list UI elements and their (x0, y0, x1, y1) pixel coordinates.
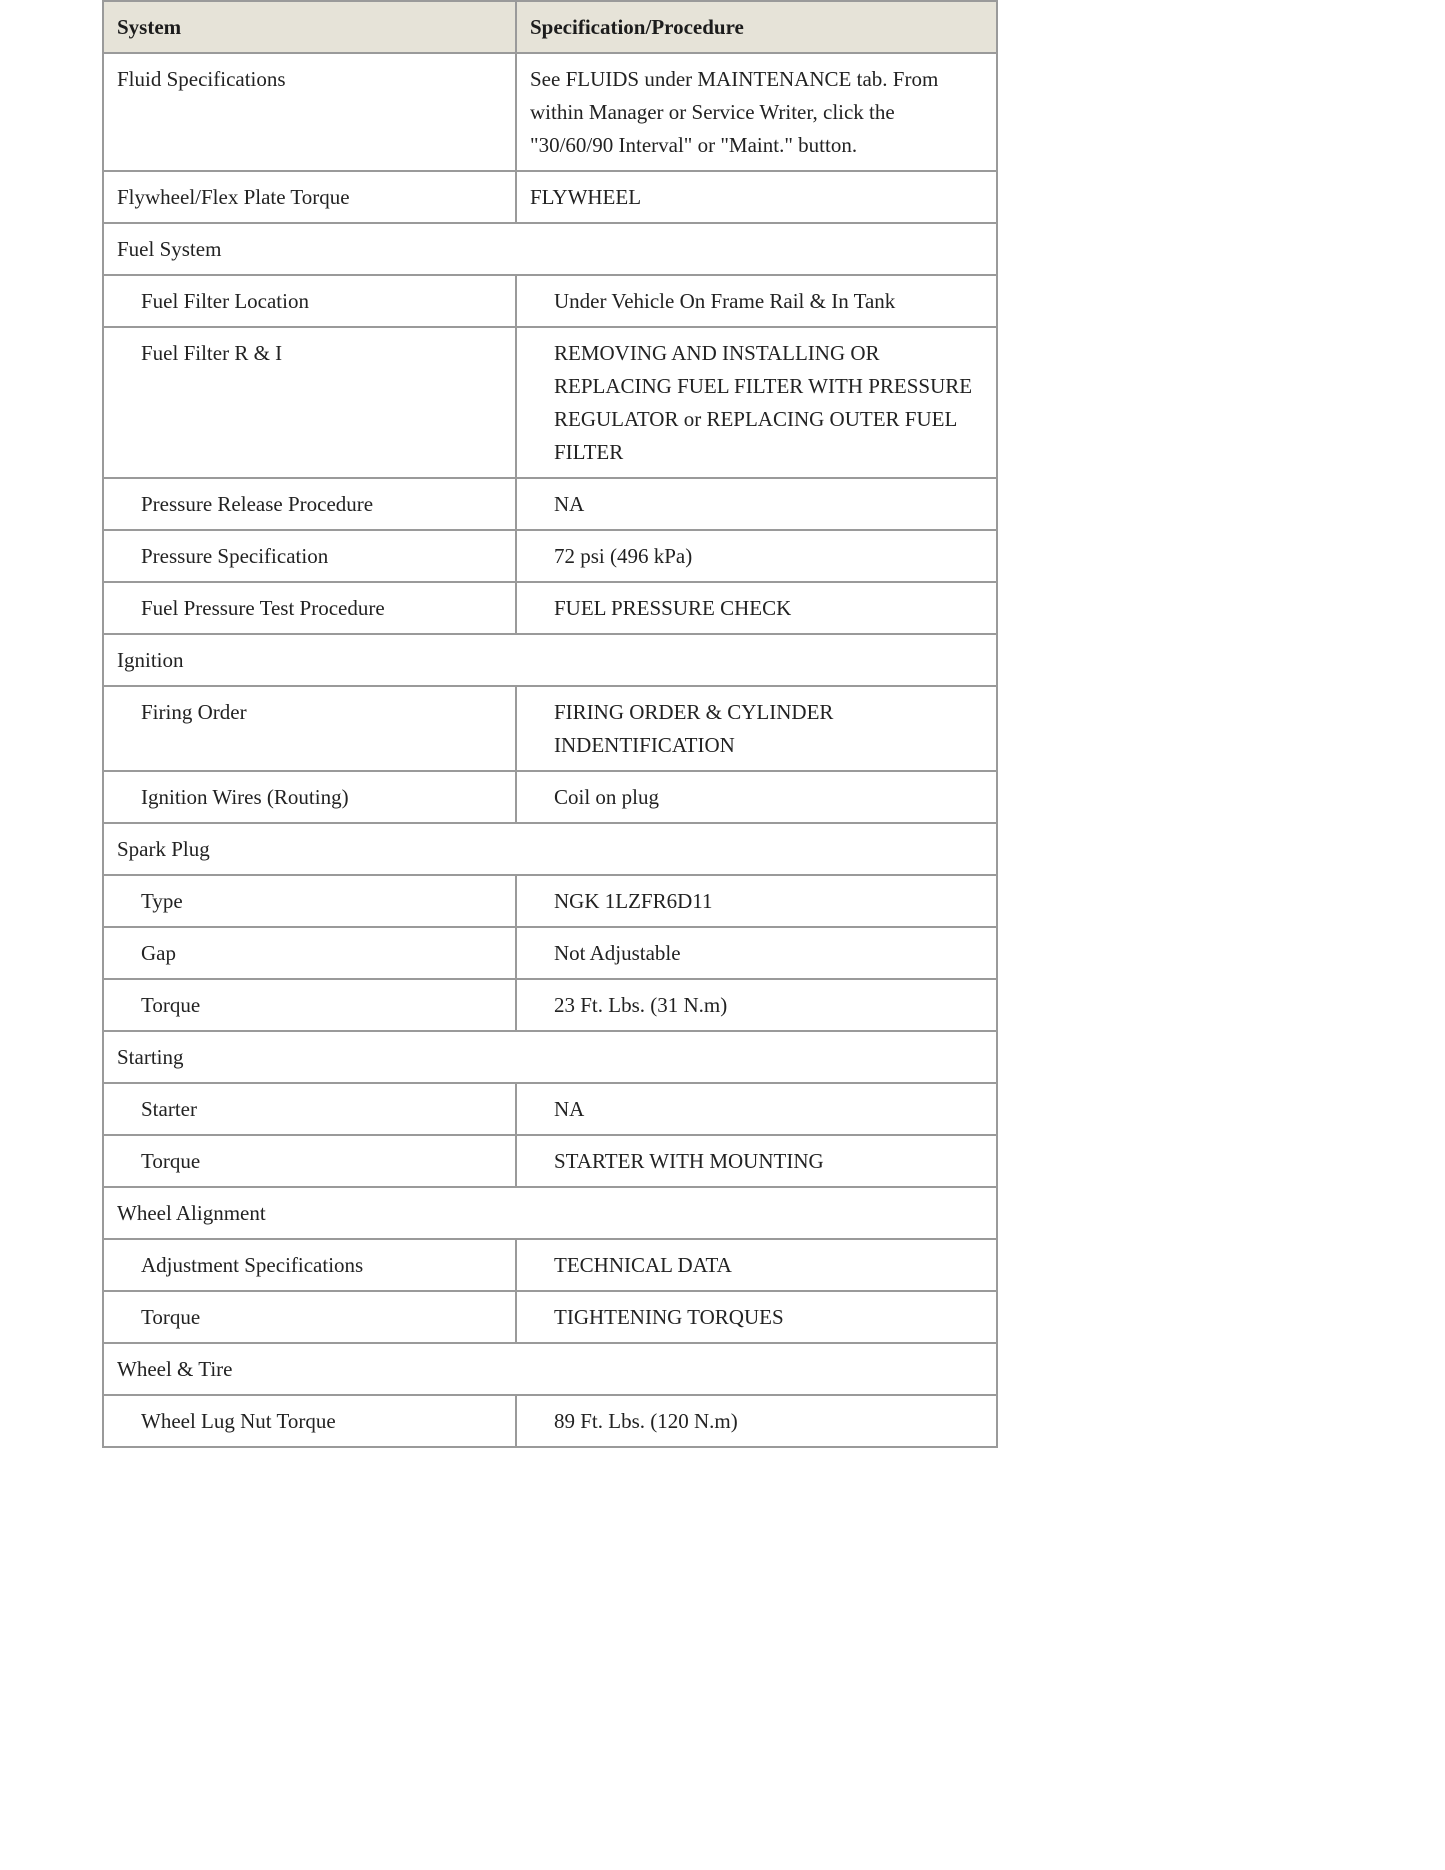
system-cell: Torque (103, 979, 516, 1031)
table-body (103, 53, 997, 1447)
table-row (103, 478, 997, 530)
header-system: System (103, 1, 516, 53)
system-cell: Fluid Specifications (103, 53, 516, 171)
table-row (103, 275, 997, 327)
specification-cell: FIRING ORDER & CYLINDER INDENTIFICATION (516, 686, 997, 771)
specification-cell: FUEL PRESSURE CHECK (516, 582, 997, 634)
section-row (103, 1343, 997, 1395)
section-row (103, 223, 997, 275)
table-row (103, 1395, 997, 1447)
specification-cell: Not Adjustable (516, 927, 997, 979)
system-cell: Flywheel/Flex Plate Torque (103, 171, 516, 223)
section-row (103, 1187, 997, 1239)
system-cell: Starter (103, 1083, 516, 1135)
specification-table (102, 0, 998, 1448)
system-cell: Fuel Filter R & I (103, 327, 516, 478)
section-heading: Spark Plug (103, 823, 997, 875)
specification-cell: See FLUIDS under MAINTENANCE tab. From within Manager or Service Writer, click the "30/60/90 Interval" or "Maint." button. (516, 53, 997, 171)
section-row (103, 634, 997, 686)
specification-cell: FLYWHEEL (516, 171, 997, 223)
specification-cell: 23 Ft. Lbs. (31 N.m) (516, 979, 997, 1031)
section-heading: Starting (103, 1031, 997, 1083)
table-row (103, 171, 997, 223)
specification-cell: Under Vehicle On Frame Rail & In Tank (516, 275, 997, 327)
system-cell: Wheel Lug Nut Torque (103, 1395, 516, 1447)
specification-cell: Coil on plug (516, 771, 997, 823)
specification-cell: NGK 1LZFR6D11 (516, 875, 997, 927)
header-row (103, 1, 997, 53)
system-cell: Pressure Release Procedure (103, 478, 516, 530)
system-cell: Adjustment Specifications (103, 1239, 516, 1291)
section-heading: Ignition (103, 634, 997, 686)
specification-cell: TECHNICAL DATA (516, 1239, 997, 1291)
section-heading: Fuel System (103, 223, 997, 275)
system-cell: Gap (103, 927, 516, 979)
system-cell: Type (103, 875, 516, 927)
table-row (103, 582, 997, 634)
system-cell: Torque (103, 1291, 516, 1343)
system-cell: Ignition Wires (Routing) (103, 771, 516, 823)
system-cell: Fuel Filter Location (103, 275, 516, 327)
table-row (103, 771, 997, 823)
table-row (103, 327, 997, 478)
system-cell: Fuel Pressure Test Procedure (103, 582, 516, 634)
specification-cell: TIGHTENING TORQUES (516, 1291, 997, 1343)
header-specification: Specification/Procedure (516, 1, 997, 53)
table-row (103, 1291, 997, 1343)
specification-cell: NA (516, 1083, 997, 1135)
specification-cell: NA (516, 478, 997, 530)
specification-cell: 89 Ft. Lbs. (120 N.m) (516, 1395, 997, 1447)
system-cell: Pressure Specification (103, 530, 516, 582)
table-row (103, 1239, 997, 1291)
specification-cell: STARTER WITH MOUNTING (516, 1135, 997, 1187)
table-row (103, 53, 997, 171)
table-row (103, 979, 997, 1031)
table-row (103, 927, 997, 979)
table-header (103, 1, 997, 53)
section-row (103, 1031, 997, 1083)
specification-cell: REMOVING AND INSTALLING OR REPLACING FUEL FILTER WITH PRESSURE REGULATOR or REPLACING OUTER FUEL FILTER (516, 327, 997, 478)
system-cell: Firing Order (103, 686, 516, 771)
section-heading: Wheel & Tire (103, 1343, 997, 1395)
table-row (103, 1083, 997, 1135)
table-row (103, 686, 997, 771)
table-row (103, 530, 997, 582)
table-row (103, 875, 997, 927)
table-row (103, 1135, 997, 1187)
specification-cell: 72 psi (496 kPa) (516, 530, 997, 582)
section-heading: Wheel Alignment (103, 1187, 997, 1239)
system-cell: Torque (103, 1135, 516, 1187)
section-row (103, 823, 997, 875)
